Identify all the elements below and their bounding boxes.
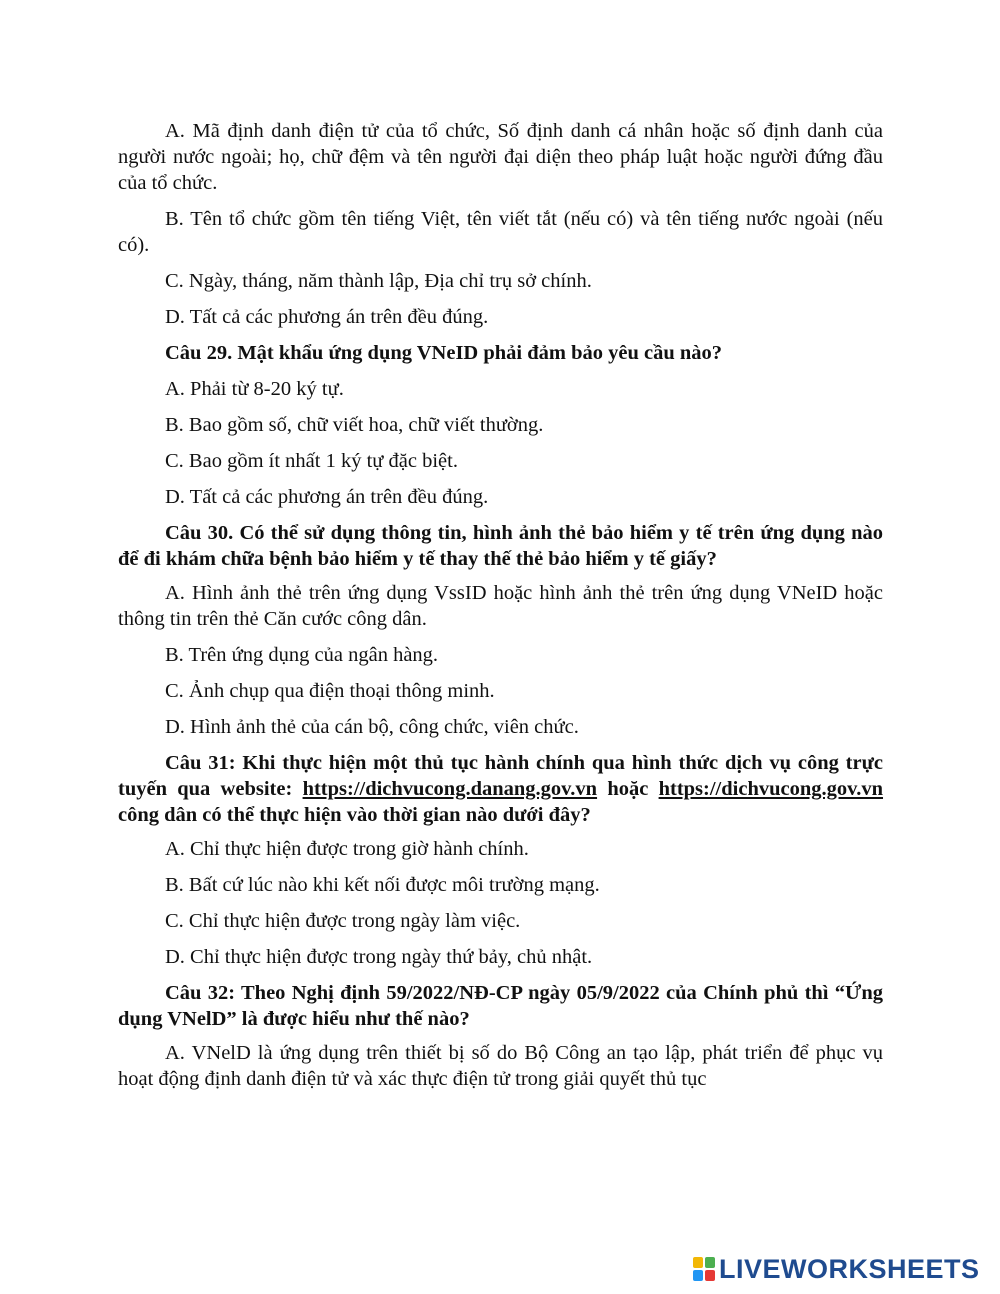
- link-dichvucong[interactable]: https://dichvucong.gov.vn: [658, 778, 884, 800]
- answer-31-c: C. Chỉ thực hiện được trong ngày làm việc.: [165, 910, 521, 932]
- answer-28-d: D. Tất cả các phương án trên đều đúng.: [165, 306, 489, 328]
- answer-30-b: B. Trên ứng dụng của ngân hàng.: [165, 644, 439, 666]
- answer-31-a: A. Chỉ thực hiện được trong giờ hành chính.: [165, 838, 529, 860]
- question-31-text-2: hoặc: [597, 778, 659, 800]
- answer-28-c: C. Ngày, tháng, năm thành lập, Địa chỉ trụ sở chính.: [165, 270, 592, 292]
- question-32: Câu 32: Theo Nghị định 59/2022/NĐ-CP ngày 05/9/2022 của Chính phủ thì “Ứng dụng VNelD” là được hiểu như thế nào?: [118, 982, 883, 1030]
- answer-31-d: D. Chỉ thực hiện được trong ngày thứ bảy, chủ nhật.: [165, 946, 593, 968]
- answer-29-c: C. Bao gồm ít nhất 1 ký tự đặc biệt.: [165, 450, 458, 472]
- question-31-text-1: Câu 31: Khi thực hiện một thủ tục hành chính qua hình thức dịch vụ công trực tuyến qua website:: [118, 752, 883, 800]
- link-dichvucong-danang[interactable]: https://dichvucong.danang.gov.vn: [302, 778, 598, 800]
- answer-29-a: A. Phải từ 8-20 ký tự.: [165, 378, 344, 400]
- liveworksheets-logo[interactable]: [693, 1252, 980, 1286]
- liveworksheets-logo-text: LIVEWORKSHEETS: [719, 1253, 980, 1284]
- answer-30-d: D. Hình ảnh thẻ của cán bộ, công chức, viên chức.: [165, 716, 579, 738]
- answer-30-c: C. Ảnh chụp qua điện thoại thông minh.: [165, 680, 495, 702]
- answer-28-b: B. Tên tổ chức gồm tên tiếng Việt, tên viết tắt (nếu có) và tên tiếng nước ngoài (nếu có).: [118, 208, 883, 256]
- answer-28-a: A. Mã định danh điện tử của tổ chức, Số định danh cá nhân hoặc số định danh của người nước ngoài; họ, chữ đệm và tên người đại diện theo pháp luật hoặc người đứng đầu của tổ chức.: [118, 120, 883, 194]
- answer-32-a: A. VNelD là ứng dụng trên thiết bị số do Bộ Công an tạo lập, phát triển để phục vụ hoạt động định danh điện tử và xác thực điện tử trong giải quyết thủ tục: [118, 1042, 883, 1090]
- logo-square-yellow: [693, 1257, 703, 1268]
- question-29: Câu 29. Mật khẩu ứng dụng VNeID phải đảm bảo yêu cầu nào?: [165, 342, 723, 364]
- question-31-text-3: công dân có thể thực hiện vào thời gian nào dưới đây?: [118, 804, 591, 826]
- answer-29-b: B. Bao gồm số, chữ viết hoa, chữ viết thường.: [165, 414, 544, 436]
- logo-square-blue: [693, 1270, 703, 1281]
- document-page: [118, 118, 883, 1102]
- liveworksheets-grid-icon: [693, 1257, 715, 1281]
- logo-square-red: [705, 1270, 715, 1281]
- answer-30-a: A. Hình ảnh thẻ trên ứng dụng VssID hoặc hình ảnh thẻ trên ứng dụng VNeID hoặc thông tin trên thẻ Căn cước công dân.: [118, 582, 883, 630]
- question-31: [118, 750, 883, 828]
- answer-29-d: D. Tất cả các phương án trên đều đúng.: [165, 486, 489, 508]
- answer-31-b: B. Bất cứ lúc nào khi kết nối được môi trường mạng.: [165, 874, 600, 896]
- logo-square-green: [705, 1257, 715, 1268]
- question-30: Câu 30. Có thể sử dụng thông tin, hình ảnh thẻ bảo hiểm y tế trên ứng dụng nào để đi khám chữa bệnh bảo hiểm y tế thay thế thẻ bảo hiểm y tế giấy?: [118, 522, 883, 570]
